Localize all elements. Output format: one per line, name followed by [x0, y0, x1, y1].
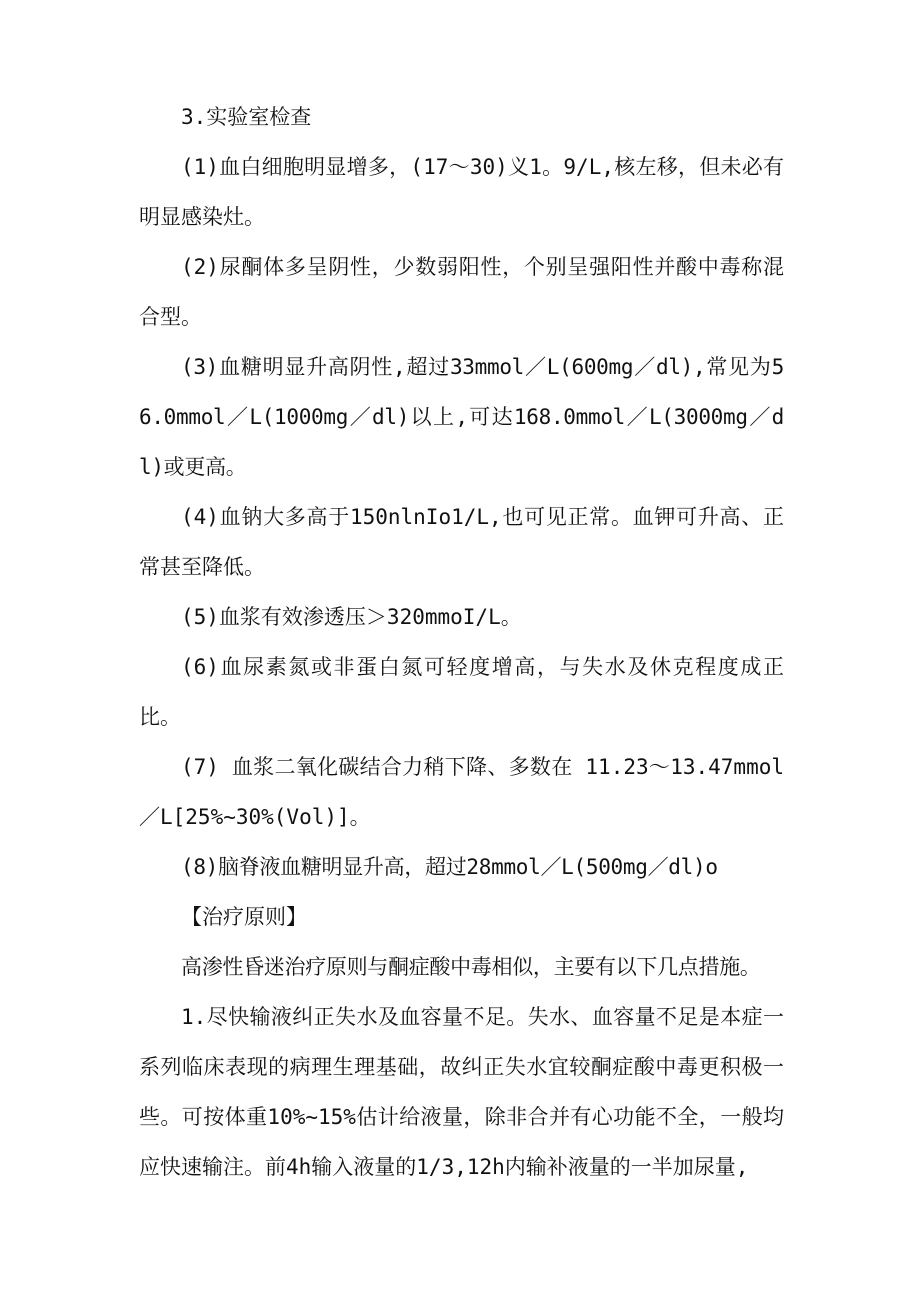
lab-item-1: (1)血白细胞明显增多，(17～30)义1。9/L,核左移，但未必有明显感染灶。 [139, 155, 784, 229]
treatment-heading: 【治疗原则】 [181, 905, 307, 929]
lab-item-2: (2)尿酮体多呈阴性，少数弱阳性，个别呈强阳性并酸中毒称混合型。 [139, 255, 784, 329]
section-title: 3.实验室检查 [181, 105, 312, 129]
document-body [139, 92, 784, 1192]
lab-item-8: (8)脑脊液血糖明显升高，超过28mmol／L(500mg／dl)o [181, 855, 718, 879]
treatment-item-1: 1.尽快输液纠正失水及血容量不足。失水、血容量不足是本症一系列临床表现的病理生理基础，故纠正失水宜较酮症酸中毒更积极一些。可按体重10%~15%估计给液量，除非合并有心功能不全，一般均应快速输注。前4h输入液量的1/3,12h内输补液量的一半加尿量, [139, 1005, 784, 1179]
lab-item-4: (4)血钠大多高于150nlnIo1/L,也可见正常。血钾可升高、正常甚至降低。 [139, 505, 784, 579]
lab-item-5: (5)血浆有效渗透压＞320mmoI/L。 [181, 605, 522, 629]
lab-item-7: (7) 血浆二氧化碳结合力稍下降、多数在 11.23～13.47mmol／L[25%~30%(Vol)]。 [139, 755, 784, 829]
lab-item-3: (3)血糖明显升高阴性,超过33mmol／L(600mg／dl),常见为56.0mmol／L(1000mg／dl)以上,可达168.0mmol／L(3000mg／dl)或更高。 [139, 355, 784, 479]
lab-item-6: (6)血尿素氮或非蛋白氮可轻度增高，与失水及休克程度成正比。 [139, 655, 784, 729]
treatment-intro: 高渗性昏迷治疗原则与酮症酸中毒相似，主要有以下几点措施。 [181, 955, 761, 979]
